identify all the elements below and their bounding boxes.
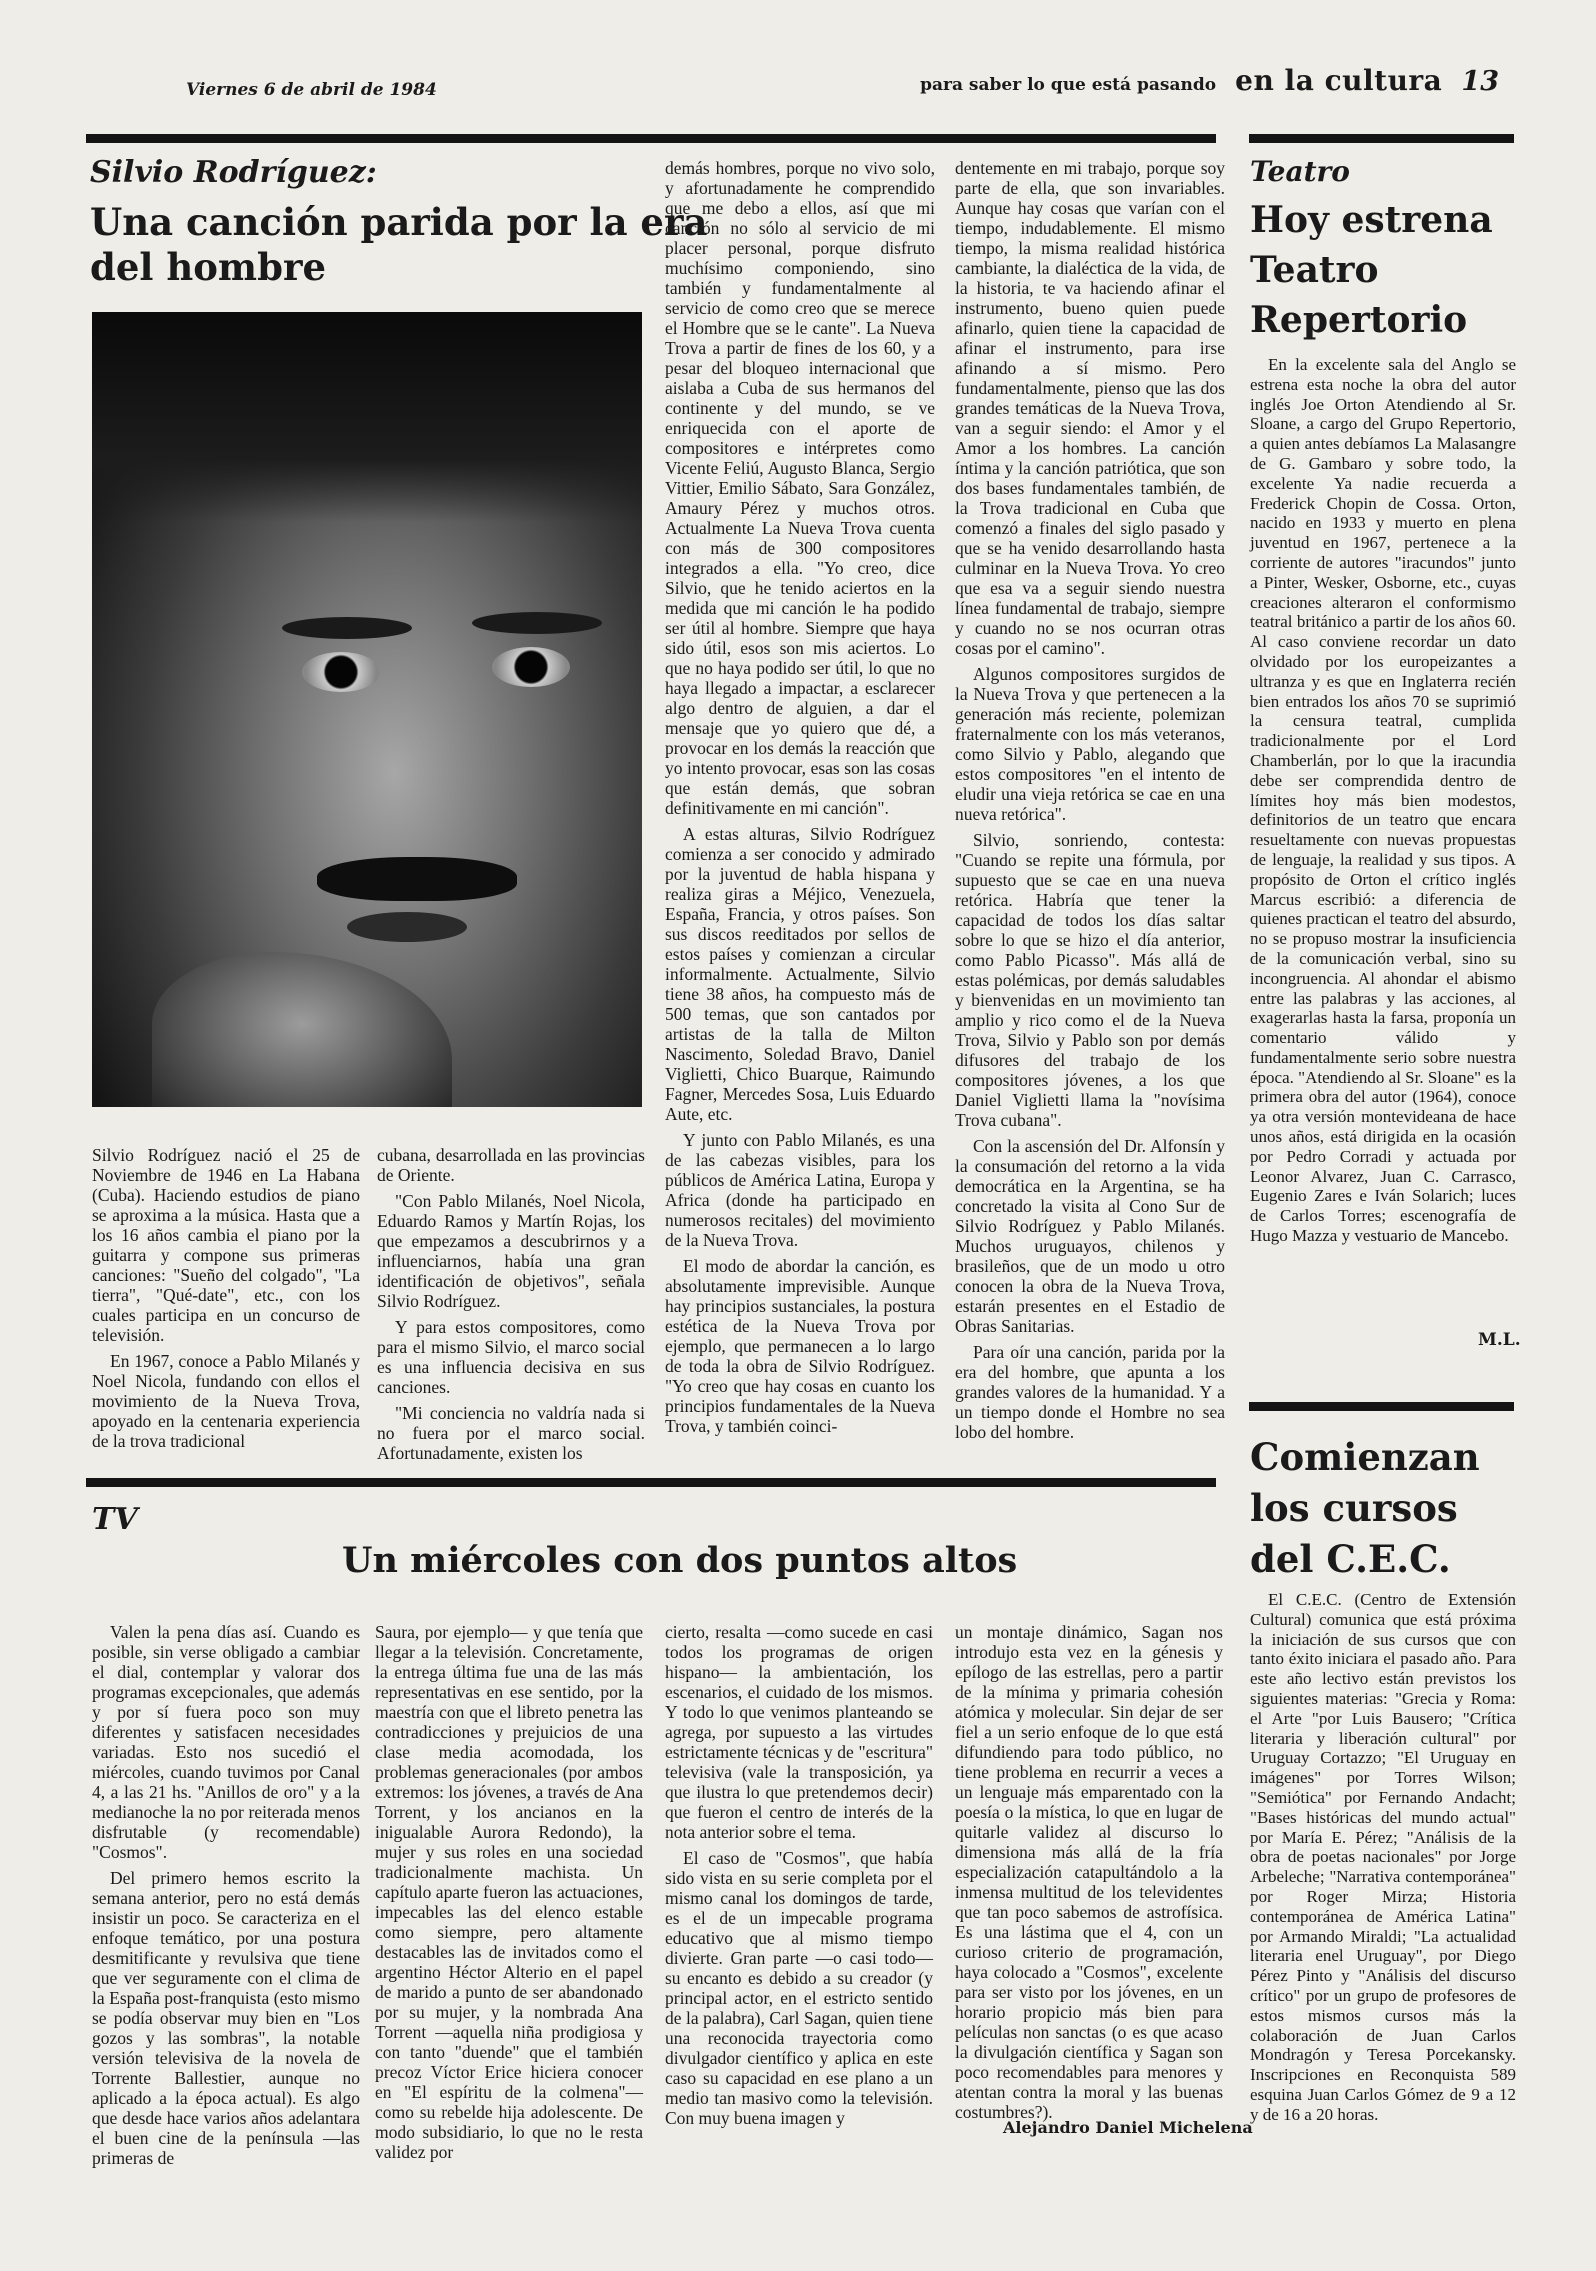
tv-rule xyxy=(86,1478,1216,1487)
lead-headline xyxy=(90,200,707,290)
portrait-photo xyxy=(92,312,642,1107)
lead-col1-para-1: Silvio Rodríguez nació el 25 de Noviembre de 1946 en La Habana (Cuba). Haciendo estudios de piano se aproxima a la música. Hasta que a los 16 años cambia el piano por la guitarra y compone sus primeras canciones: "Sueño del colgado", "La tierra", "Qué-date", etc., con los cuales participa en un concurso de televisión. xyxy=(92,1145,360,1345)
tv-column-4 xyxy=(955,1622,1223,2128)
lead-col3-para-1: demás hombres, porque no vivo solo, y afortunadamente he comprendido que me debo a ellos, así que mi canción no sólo al servicio de mi placer personal, porque disfruto muchísimo componiendo, sino también y fundamentalmente al servicio de como creo que se merece el Hombre que se le cante". La Nueva Trova a partir de fines de los 60, y a pesar del bloqueo internacional que aislaba a Cuba de sus hermanos del continente y del mundo, se ve enriquecida con el aporte de compositores e intérpretes como Vicente Feliú, Augusto Blanca, Sergio Vittier, Emilio Sábato, Sara González, Amaury Pérez y muchos otros. Actualmente La Nueva Trova cuenta con más de 300 compositores integrados a ella. "Yo creo, dice Silvio, que he tenido aciertos en la medida que mi canción le ha podido ser útil al hombre. Siempre que haya sido útil, esos son mis aciertos. Lo que no haya podido ser útil, lo que no haya llegado a impactar, a esclarecer algo dentro de alguien, a dar el mensaje que yo quiero que dé, a provocar en los demás la reacción que yo intento provocar, esas son las cosas que están demás, que sobran definitivamente en mi canción". xyxy=(665,158,935,818)
lead-col2-para-4: "Mi conciencia no valdría nada si no fuera por el marco social. Afortunadamente, existen los xyxy=(377,1403,645,1463)
teatro-headline-line-1: Hoy estrena xyxy=(1250,199,1493,241)
lead-headline-line-1: Una canción parida por la era xyxy=(90,200,708,244)
photo-mustache xyxy=(317,857,517,901)
lead-col3-para-2: A estas alturas, Silvio Rodríguez comienza a ser conocido y admirado por la juventud de habla hispana y realiza giras a Méjico, Venezuela, España, Francia, y otros países. Son sus discos reeditados por sellos de estos países y comienzan a circular informalmente. Actualmente, Silvio tiene 38 años, ha compuesto más de 500 temas, que son cantados por artistas de la talla de Milton Nascimento, Soledad Bravo, Daniel Viglietti, Chico Buarque, Raimundo Fagner, Mercedes Sosa, Luis Eduardo Aute, etc. xyxy=(665,824,935,1124)
photo-eye-right xyxy=(492,647,570,687)
page-header xyxy=(920,64,1499,97)
cec-headline-line-2: los cursos xyxy=(1250,1486,1458,1530)
cec-body: El C.E.C. (Centro de Extensión Cultural) comunica que está próxima la iniciación de sus cursos que con tanto éxito iniciara el pasado año. Para este año lectivo están previstos los siguientes materias: "Grecia y Roma: el Arte "por Luis Bausero; "Crítica literaria y liberación cultural" por Uruguay Cortazzo; "El Uruguay en imágenes" por Torres Wilson; "Semiótica" por Fernando Andacht; "Bases históricas del mundo actual" por María E. Pérez; "Análisis de la obra de poetas nacionales" por Jorge Arbeleche; "Narrativa contemporánea" por Roger Mirza; Historia contemporánea de América Latina" por Armando Miraldi; "La actualidad literaria enel Uruguay", por Diego Pérez Pinto y "Análisis del discurso crítico" por un grupo de profesores de estos mismos cursos más la colaboración de Juan Carlos Mondragón y Teresa Porcekansky. Inscripciones en Reconquista 589 esquina Juan Carlos Gómez de 9 a 12 y de 16 a 20 horas. xyxy=(1250,1590,1516,2124)
tv-column-3 xyxy=(665,1622,933,2134)
tv-column-1 xyxy=(92,1622,360,2174)
photo-mouth xyxy=(347,912,467,942)
tv-col2-para-1: Saura, por ejemplo— y que tenía que llegar a la televisión. Concretamente, la entrega última fue una de las más representativas en ese sentido, por la maestría con que el libreto penetra las contradicciones y prejuicios de una clase media acomodada, los problemas generacionales (por ambos extremos: los jóvenes, a través de Ana Torrent, y los ancianos en la inigualable Aurora Redondo), la mujer y sus roles en una sociedad tradicionalmente machista. Un capítulo aparte fueron las actuaciones, impecables las del elenco estable como siempre, pero altamente destacables las de invitados como el argentino Héctor Alterio en el papel de marido a punto de ser abandonado por su mujer, y la nombrada Ana Torrent —aquella niña prodigiosa y con tanto "duende" que el también precoz Víctor Erice hiciera conocer en "El espíritu de la colmena"— como su rebelde hija adolescente. De modo subsidiario, lo que no le resta validez por xyxy=(375,1622,643,2162)
teatro-headline xyxy=(1250,195,1493,345)
teatro-body: En la excelente sala del Anglo se estrena esta noche la obra del autor inglés Joe Orton Atendiendo al Sr. Sloane, a cargo del Grupo Repertorio, a quien antes debíamos La Malasangre de G. Gambaro y sobre todo, la excelente Ya nadie recuerda a Frederick Chopin de Cossa. Orton, nacido en 1933 y muerto en plena juventud en 1967, pertenece a la corriente de autores "iracundos" junto a Pinter, Wesker, Osborne, etc., cuyas creaciones alteraron el conformismo teatral británico a partir de los años 60. Al caso conviene recordar un dato olvidado por los europeizantes a ultranza y es que en Inglaterra recién bien entrados los años 70 se suprimió la censura teatral, cumplida tradicionalmente por el Lord Chamberlán, por lo que la iracundia debe ser comprendida dentro de límites hoy más bien modestos, definitorios de un teatro que encara resueltamente con nuevas propuestas de lenguaje, la realidad y sus tipos. A propósito de Orton el crítico inglés Marcus escribió: a diferencia de quienes practican el teatro del absurdo, no se propuso mostrar la insuficiencia de la comunicación verbal, sino su incongruencia. Al ahondar el abismo entre las palabras y las acciones, al exagerarlas hasta la farsa, proponía un comentario válido y fundamentalmente serio sobre nuestra época. "Atendiendo al Sr. Sloane" es la primera obra del autor (1964), conoce ya otra versión montevideana de hace unos años, está dirigida en la ocasión por Pedro Corradi y actuada por Leonor Alvarez, Juan C. Carrasco, Eugenio Zares e Iván Solarich; luces de Carlos Torres; escenografía de Hugo Mazza y vestuario de Mancebo. xyxy=(1250,355,1516,1246)
tv-headline: Un miércoles con dos puntos altos xyxy=(342,1540,1018,1581)
tv-col4-para-1: un montaje dinámico, Sagan nos introdujo esta vez en la génesis y epílogo de las estrellas, pero a partir de la mínima y primaria cohesión atómica y molecular. Sin dejar de ser fiel a un serio enfoque de lo que está difundiendo para todo público, no tiene problema en recurrir a veces a un lenguaje más emparentado con la poesía o la mística, lo que en lugar de quitarle validez al discurso lo dimensiona más allá de la fría especialización catapultándolo a la inmensa multitud de los televidentes que tan poco sabemos de astrofísica. Es una lástima que el 4, con un curioso criterio de programación, haya colocado a "Cosmos", excelente para ser visto por los jóvenes, en un horario propicio más bien para películas non sanctas (o es que acaso la divulgación científica y Sagan son poco recomendables para menores y atentan contra la moral y las buenas costumbres?). xyxy=(955,1622,1223,2122)
lead-kicker: Silvio Rodríguez: xyxy=(90,155,377,190)
page-number: 13 xyxy=(1461,66,1499,97)
header-tagline: para saber lo que está pasando xyxy=(920,75,1217,95)
teatro-headline-line-2: Teatro xyxy=(1250,249,1379,291)
teatro-signature: M.L. xyxy=(1478,1330,1521,1350)
teatro-kicker: Teatro xyxy=(1250,155,1350,188)
section-title: en la cultura xyxy=(1235,64,1443,97)
cec-body-column xyxy=(1250,1590,1516,2131)
lead-col4-para-3: Silvio, sonriendo, contesta: "Cuando se repite una fórmula, por supuesto que se cae en una nueva retórica. Habría que tener la capacidad de todos los días saltar sobre lo que se hizo el día anterior, como Pablo Picasso". Más allá de estas polémicas, por demás saludables y bienvenidas en un movimiento tan amplio y rico como el de la Nueva Trova, Silvio y Pablo son por demás difusores del trabajo de los compositores jóvenes, a los que Daniel Viglietti llama la "novísima Trova cubana". xyxy=(955,830,1225,1130)
lead-col3-para-3: Y junto con Pablo Milanés, es una de las cabezas visibles, para los públicos de América Latina, Europa y Africa (donde ha participado en numerosos recitales) del movimiento de la Nueva Trova. xyxy=(665,1130,935,1250)
issue-date: Viernes 6 de abril de 1984 xyxy=(186,80,437,100)
lead-headline-line-2: del hombre xyxy=(90,245,326,290)
lead-column-2 xyxy=(377,1145,645,1469)
lead-col1-para-2: En 1967, conoce a Pablo Milanés y Noel Nicola, fundando con ellos el movimiento de la Nueva Trova, apoyado en la centenaria experiencia de la trova tradicional xyxy=(92,1351,360,1451)
lead-col2-para-1: cubana, desarrollada en las provincias de Oriente. xyxy=(377,1145,645,1185)
lead-column-4 xyxy=(955,158,1225,1448)
top-rule-right xyxy=(1249,134,1514,143)
lead-column-1 xyxy=(92,1145,360,1457)
photo-brow-left xyxy=(282,617,412,639)
lead-col4-para-4: Con la ascensión del Dr. Alfonsín y la consumación del retorno a la vida democrática en la Argentina, se ha concretado la visita al Cono Sur de Silvio Rodríguez y Pablo Milanés. Muchos uruguayos, chilenos y brasileños, que de un modo u otro conocen la obra de la Nueva Trova, estarán presentes en el Estadio de Obras Sanitarias. xyxy=(955,1136,1225,1336)
teatro-body-column xyxy=(1250,355,1516,1252)
cec-headline-line-1: Comienzan xyxy=(1250,1435,1480,1479)
lead-col2-para-3: Y para estos compositores, como para el mismo Silvio, el marco social es una influencia decisiva en sus canciones. xyxy=(377,1317,645,1397)
tv-signature: Alejandro Daniel Michelena xyxy=(1003,2118,1253,2137)
tv-column-2 xyxy=(375,1622,643,2168)
lead-col2-para-2: "Con Pablo Milanés, Noel Nicola, Eduardo Ramos y Martín Rojas, los que empezamos a descubrirnos y a influenciarnos, había una gran identificación de objetivos", señala Silvio Rodríguez. xyxy=(377,1191,645,1311)
photo-hair xyxy=(92,312,642,522)
cec-rule xyxy=(1249,1402,1514,1411)
teatro-headline-line-3: Repertorio xyxy=(1250,299,1468,341)
photo-eye-left xyxy=(302,652,380,692)
tv-col1-para-2: Del primero hemos escrito la semana anterior, pero no está demás insistir un poco. Se caracteriza en el enfoque temático, por una postura desmitificante y revulsiva que tiene que ver seguramente con el clima de la España post-franquista (esto mismo se podía observar muy bien en "Los gozos y las sombras", la notable versión televisiva de la novela de Torrente Ballestier, aunque no aplicado a la época actual). Es algo que desde hace varios años adelantara el buen cine de la península —las primeras de xyxy=(92,1868,360,2168)
tv-kicker: TV xyxy=(92,1502,138,1537)
top-rule-left xyxy=(86,134,1216,143)
tv-col3-para-2: El caso de "Cosmos", que había sido vista en su serie completa por el mismo canal los domingos de tarde, es el de un impecable programa educativo que al mismo tiempo divierte. Gran parte —o casi todo— su encanto es debido a su creador (y principal actor, en el estricto sentido de la palabra), Carl Sagan, quien tiene una reconocida trayectoria como divulgador científico y aplica en este caso su capacidad en ese plano a un medio tan masivo como la televisión. Con muy buena imagen y xyxy=(665,1848,933,2128)
photo-hand xyxy=(152,952,452,1107)
lead-col3-para-4: El modo de abordar la canción, es absolutamente imprevisible. Aunque hay principios sustanciales, la postura estética de la Nueva Trova por ejemplo, que permanecen a lo largo de toda la obra de Silvio Rodríguez. "Yo creo que hay cosas en cuanto los principios fundamentales de la Nueva Trova, y también coinci- xyxy=(665,1256,935,1436)
lead-col4-para-2: Algunos compositores surgidos de la Nueva Trova y que pertenecen a la generación más reciente, polemizan fraternalmente con los más veteranos, como Silvio y Pablo, alegando que estos compositores "en el intento de eludir una vieja retórica se cae en una nueva retórica". xyxy=(955,664,1225,824)
lead-col4-para-5: Para oír una canción, parida por la era del hombre, que apunta a los grandes valores de la humanidad. Y a un tiempo donde el Hombre no sea lobo del hombre. xyxy=(955,1342,1225,1442)
photo-brow-right xyxy=(472,612,602,634)
tv-col3-para-1: cierto, resalta —como sucede en casi todos los programas de origen hispano— la ambientación, los escenarios, el cuidado de los mismos. Y todo lo que venimos planteando se agrega, por supuesto a las virtudes estrictamente técnicas y de "escritura" televisiva (vale la transposición, ya que ilustra lo que pretendemos decir) que fueron el centro de interés de la nota anterior sobre el tema. xyxy=(665,1622,933,1842)
lead-col4-para-1: dentemente en mi trabajo, porque soy parte de ella, que son invariables. Aunque hay cosas que varían con el tiempo, indudablemente. El mismo tiempo, la misma realidad histórica cambiante, la dialéctica de la vida, de la historia, te va haciendo afinar el instrumento, bueno quien puede afinarlo, quien tiene la capacidad de afinar el instrumento, para irse afinando a sí mismo. Pero fundamentalmente, pienso que las dos grandes temáticas de la Nueva Trova, van a seguir siendo: el Amor y el Amor a los hombres. La canción íntima y la canción patriótica, que son dos bases fundamentales también, de la Trova tradicional en Cuba que comenzó a finales del siglo pasado y que se ha venido desarrollando hasta culminar en la Nueva Trova. Yo creo que esa va a seguir siendo nuestra línea fundamental de trabajo, siempre y cuando no se nos ocurran otras cosas por el camino". xyxy=(955,158,1225,658)
lead-column-3 xyxy=(665,158,935,1442)
tv-col1-para-1: Valen la pena días así. Cuando es posible, sin verse obligado a cambiar el dial, contemplar y valorar dos programas excepcionales, que además y por sí fuera poco son muy diferentes y satisfacen necesidades variadas. Esto nos sucedió el miércoles, cuando tuvimos por Canal 4, a las 21 hs. "Anillos de oro" y a la medianoche la no por reiterada menos disfrutable (y recomendable) "Cosmos". xyxy=(92,1622,360,1862)
cec-headline-line-3: del C.E.C. xyxy=(1250,1537,1451,1581)
cec-headline xyxy=(1250,1432,1480,1585)
